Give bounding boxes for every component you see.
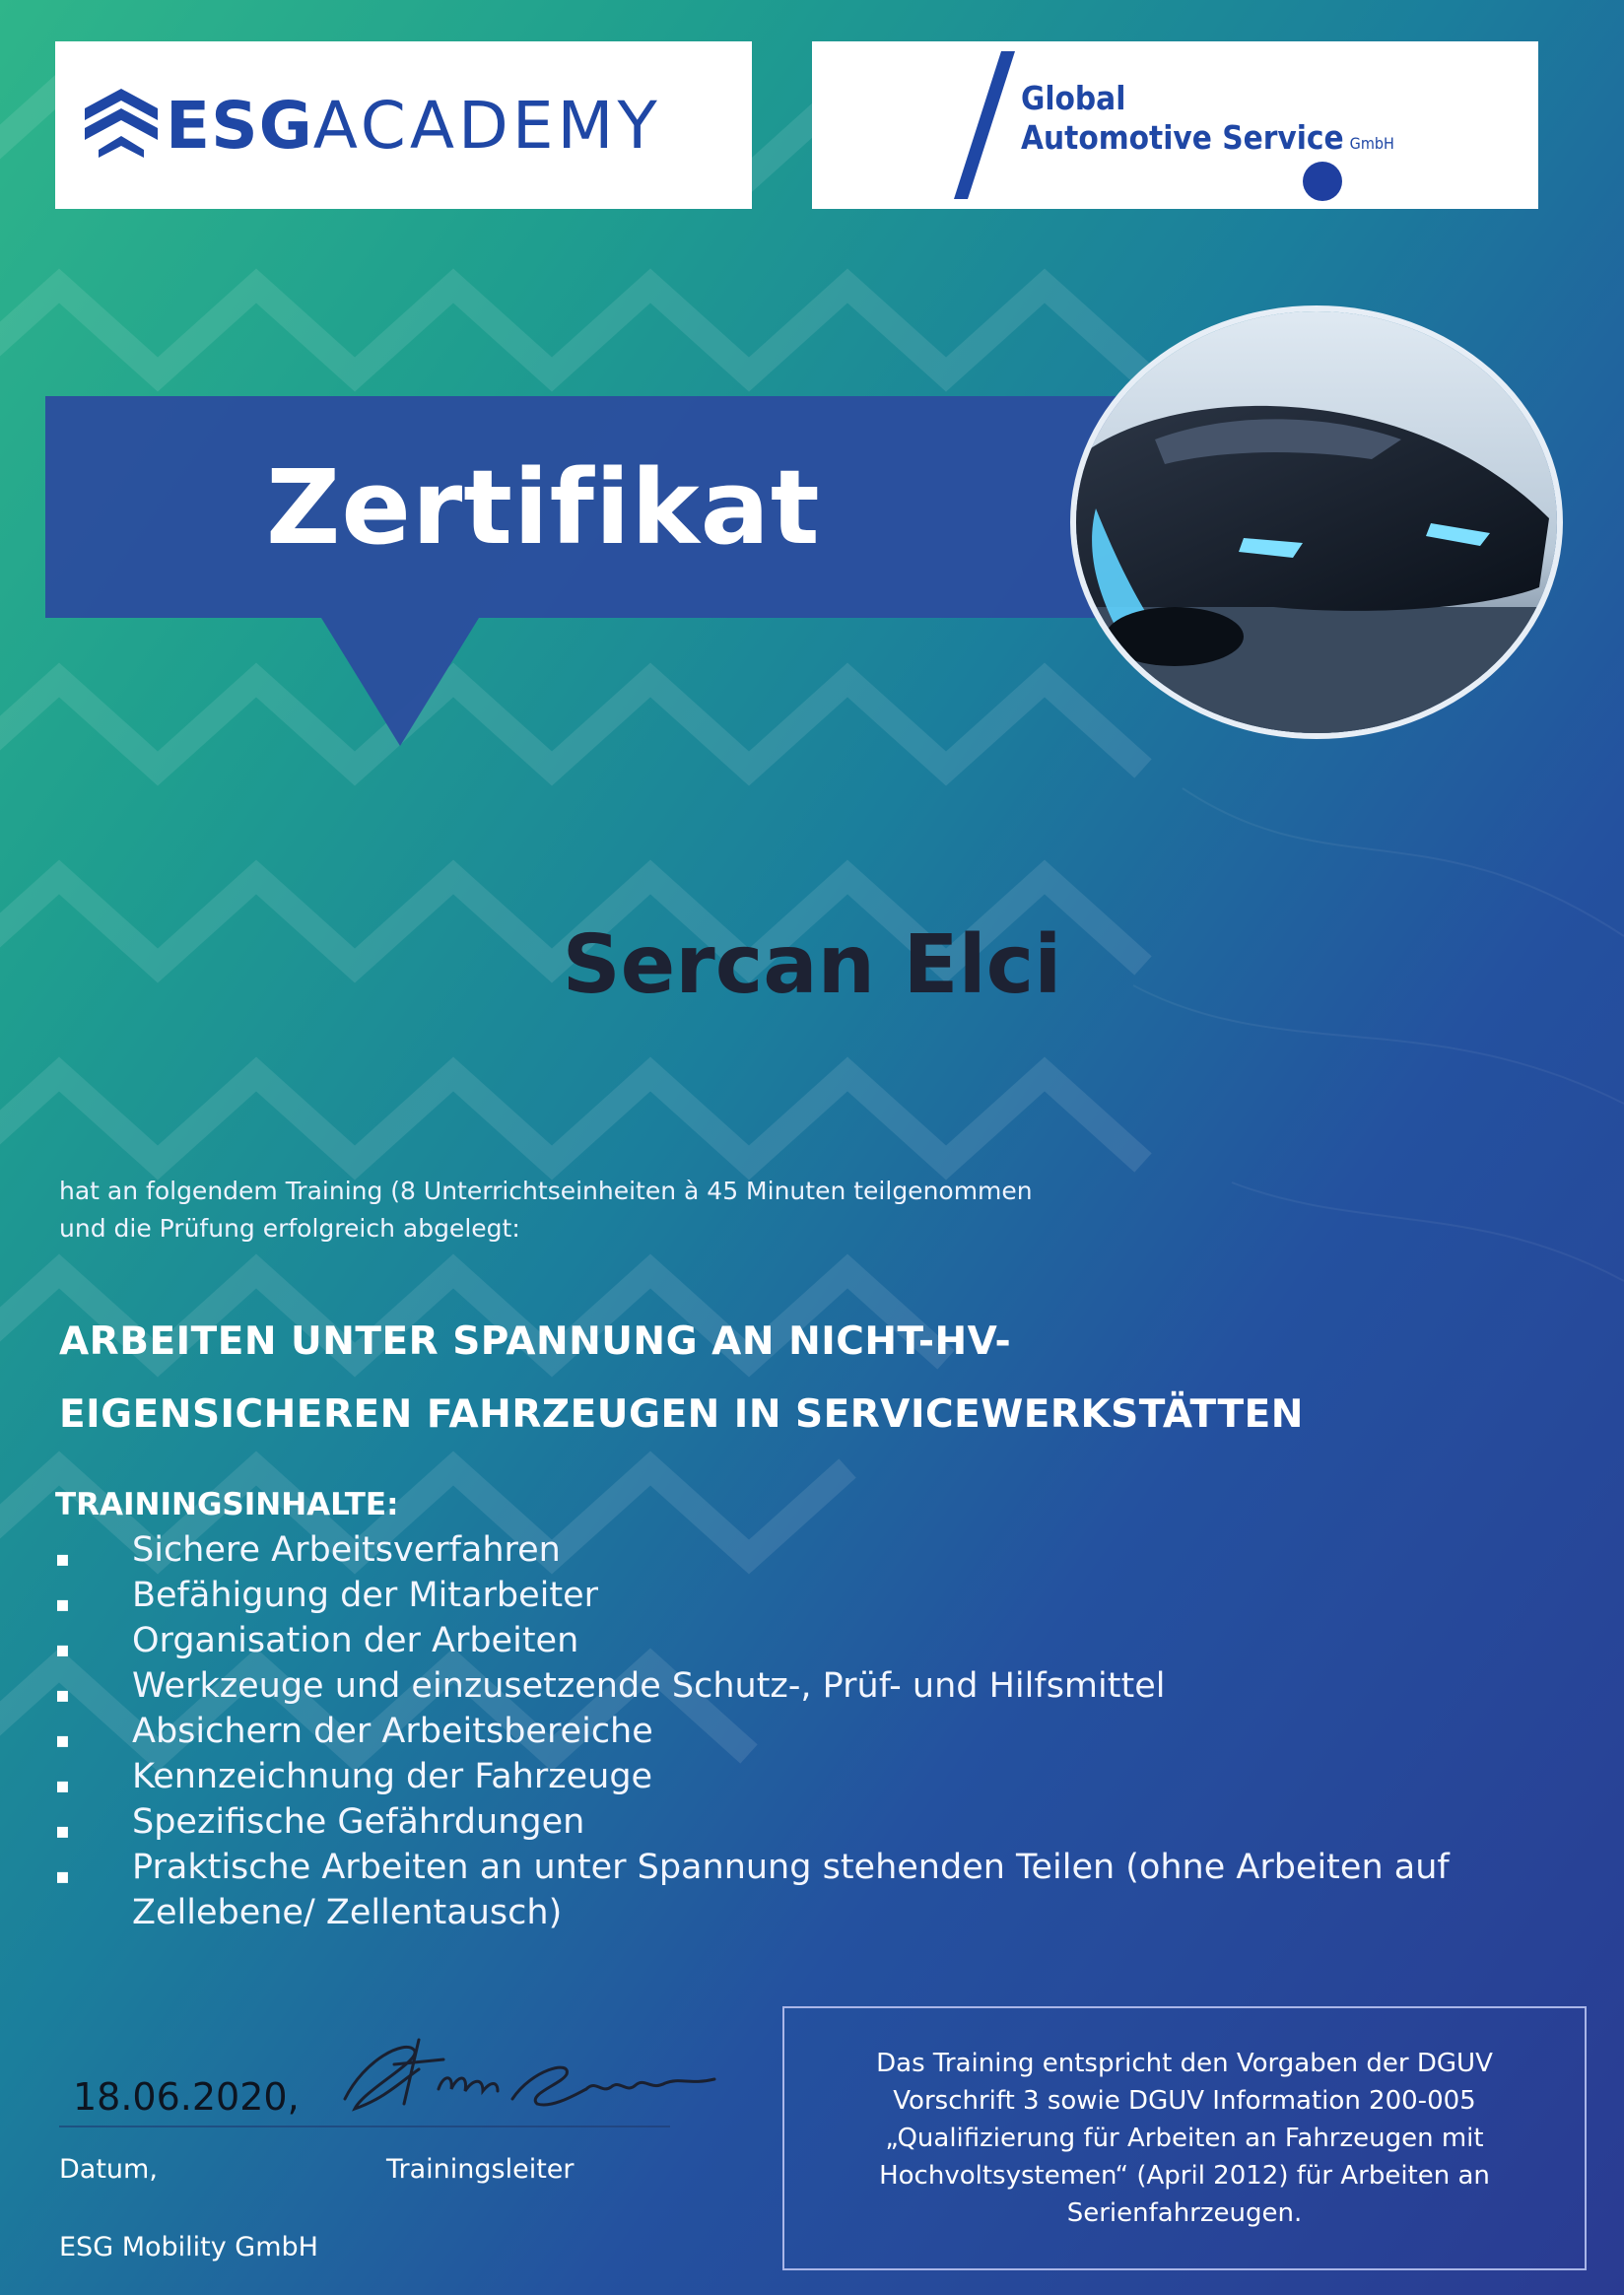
- sports-car-image: [1076, 311, 1563, 739]
- compliance-note-box: [782, 2006, 1587, 2270]
- bullet-icon: ▪: [55, 1638, 70, 1662]
- gas-wordmark-line2: Automotive Service GmbH: [1021, 118, 1394, 157]
- esg-academy-logo: [55, 41, 752, 209]
- course-title-line-2: EIGENSICHEREN FAHRZEUGEN IN SERVICEWERKSTÄTTEN: [59, 1392, 1304, 1437]
- certificate-title: Zertifikat: [266, 447, 821, 568]
- car-photo: [1070, 305, 1563, 739]
- list-item: ▪ Praktische Arbeiten an unter Spannung stehenden Teilen (ohne Arbeiten auf Zellebene/ Zellentausch): [55, 1848, 1450, 1932]
- bullet-icon: ▪: [55, 1819, 70, 1844]
- list-item: ▪ Werkzeuge und einzusetzende Schutz-, Prüf- und Hilfsmittel: [55, 1663, 1533, 1709]
- bullet-icon: ▪: [55, 1547, 70, 1572]
- training-contents-list: [55, 1527, 1533, 1935]
- bullet-icon: ▪: [55, 1774, 70, 1798]
- intro-text: [59, 1173, 1033, 1248]
- gas-slash-icon: [950, 51, 1019, 199]
- trainer-signature: [325, 2020, 739, 2128]
- trainer-label: Trainingsleiter: [386, 2154, 575, 2185]
- compliance-note-text: Das Training entspricht den Vorgaben der DGUV Vorschrift 3 sowie DGUV Information 200-005 „Qualifizierung für Arbeiten an Fahrzeugen mit Hochvoltsystemen“ (April 2012) für Arbeiten an Serienfahrzeugen.: [876, 2049, 1493, 2228]
- list-item: ▪ Absichern der Arbeitsbereiche: [55, 1709, 1533, 1754]
- list-item: ▪ Organisation der Arbeiten: [55, 1618, 1533, 1663]
- esg-academy-wordmark: ESGACADEMY: [166, 88, 661, 164]
- bullet-icon: ▪: [55, 1864, 70, 1889]
- list-item: ▪ Spezifische Gefährdungen: [55, 1799, 1533, 1845]
- issuing-company: ESG Mobility GmbH: [59, 2232, 318, 2262]
- course-title-line-1: ARBEITEN UNTER SPANNUNG AN NICHT-HV-: [59, 1319, 1012, 1364]
- intro-line-1: hat an folgendem Training (8 Unterrichtseinheiten à 45 Minuten teilgenommen: [59, 1177, 1033, 1205]
- global-automotive-service-logo: [812, 41, 1538, 209]
- bullet-icon: ▪: [55, 1728, 70, 1753]
- list-item: ▪ Befähigung der Mitarbeiter: [55, 1573, 1533, 1618]
- course-title: [59, 1306, 1304, 1451]
- list-item: ▪ Sichere Arbeitsverfahren: [55, 1527, 1533, 1573]
- bullet-icon: ▪: [55, 1592, 70, 1617]
- training-contents-heading: TRAININGSINHALTE:: [55, 1487, 399, 1522]
- certificate-date: 18.06.2020,: [73, 2075, 300, 2119]
- intro-line-2: und die Prüfung erfolgreich abgelegt:: [59, 1214, 520, 1243]
- signature-line: [59, 2126, 670, 2127]
- esg-chevron-icon: [85, 89, 158, 158]
- bullet-icon: ▪: [55, 1683, 70, 1708]
- gas-dot-icon: [1303, 162, 1342, 201]
- recipient-name: Sercan Elci: [562, 918, 1062, 1012]
- gas-wordmark-line1: Global: [1021, 79, 1126, 117]
- list-item: ▪ Kennzeichnung der Fahrzeuge: [55, 1754, 1533, 1799]
- date-label: Datum,: [59, 2154, 158, 2185]
